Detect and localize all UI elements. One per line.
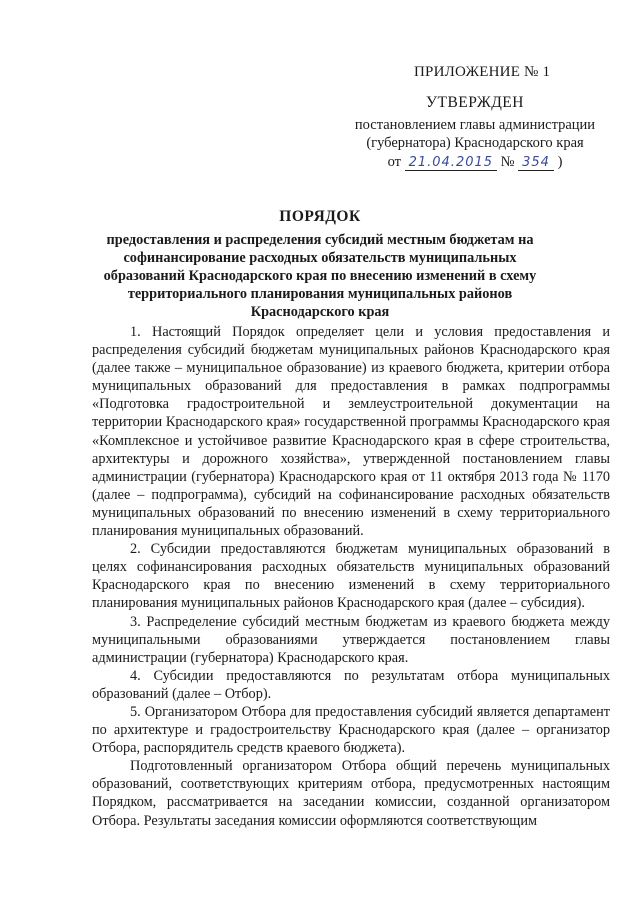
approved-by-line-1: постановлением главы администрации <box>354 117 596 133</box>
approval-block <box>340 94 610 172</box>
title-subtitle: предоставления и распределения субсидий местным бюджетам на софинансирование расходных обязательств муниципальных образований Краснодарского края по внесению изменений в схему территориального планирования муниципальных районов Краснодарского края <box>103 232 537 320</box>
number-prefix: № <box>500 154 515 170</box>
document-title <box>90 208 550 321</box>
paragraph-4: 4. Субсидии предоставляются по результатам отбора муниципальных образований (далее – Отбор). <box>92 667 610 702</box>
title-heading: ПОРЯДОК <box>279 208 361 225</box>
handwritten-date: 21.04.2015 <box>405 155 497 171</box>
paragraph-5: 5. Организатором Отбора для предоставления субсидий является департамент по архитектуре и градостроительству Краснодарского края (далее – организатор Отбора, распорядитель средств краевого бюджета). <box>92 703 610 757</box>
paragraph-3: 3. Распределение субсидий местным бюджетам из краевого бюджета между муниципальными образованиями утверждается постановлением главы администрации (губернатора) Краснодарского края. <box>92 613 610 666</box>
date-prefix: от <box>387 154 401 170</box>
paragraph-6: Подготовленный организатором Отбора общий перечень муниципальных образований, соответствующих критериям отбора, предусмотренных настоящим Порядком, рассматривается на заседании комиссии, созданной организатором Отбора. Результаты заседания комиссии оформляются соответствующим <box>92 758 610 829</box>
date-number-line <box>340 153 610 172</box>
paragraph-1: 1. Настоящий Порядок определяет цели и условия предоставления и распределения субсидий бюджетам муниципальных районов Краснодарского края (далее также – муниципальное образование) из краевого бюджета, критерии отбора муниципальных образований для предоставления в рамках подпрограммы «Подготовка градостроительной и землеустроительной документации на территории Краснодарского края» государственной программы Краснодарского края «Комплексное и устойчивое развитие Краснодарского края в сфере строительства, архитектуры и дорожного хозяйства», утвержденной постановлением главы администрации (губернатора) Краснодарского края от 11 октября 2013 года № 1170 (далее – подпрограмма), субсидий на софинансирование расходных обязательств муниципальных образований по внесению изменений в схему территориального планирования муниципальных образований. <box>92 324 610 540</box>
document-body <box>92 323 610 830</box>
approved-by-line-2: (губернатора) Краснодарского края <box>366 135 584 151</box>
paragraph-2: 2. Субсидии предоставляются бюджетам муниципальных образований в целях софинансирования расходных обязательств муниципальных образований Краснодарского края по внесению изменений в схему территориального планирования муниципальных районов Краснодарского края (далее – субсидия). <box>92 541 610 612</box>
handwritten-number: 354 <box>518 155 554 171</box>
number-suffix: ) <box>557 154 563 170</box>
approved-label: УТВЕРЖДЕН <box>426 94 524 111</box>
appendix-label: ПРИЛОЖЕНИЕ № 1 <box>414 64 551 80</box>
